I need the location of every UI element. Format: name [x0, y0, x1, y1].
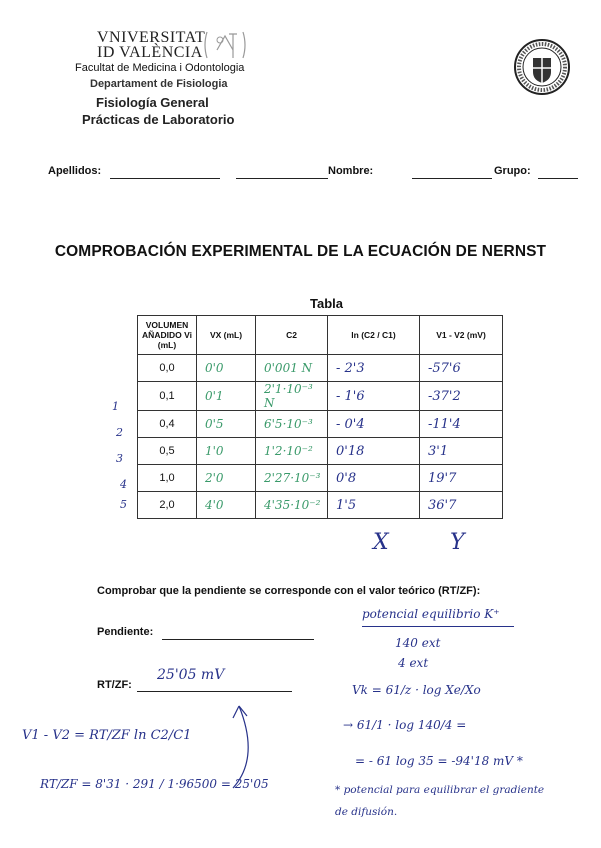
university-name-line1: VNIVERSITAT [97, 29, 206, 46]
university-logo-icon [203, 28, 247, 62]
ln-cell [328, 382, 420, 411]
surname-field-2[interactable] [236, 178, 328, 179]
rtzf-field[interactable] [137, 691, 292, 692]
voltage-cell [420, 438, 503, 465]
table-row [138, 355, 503, 382]
voltage-cell-text: 36'7 [428, 497, 457, 513]
volume-cell: 2,0 [138, 492, 197, 519]
footnote-line2: de difusión. [335, 806, 398, 818]
c2-cell [256, 382, 328, 411]
rtzf-calculation-note: RT/ZF = 8'31 · 291 / 1·96500 = 25'05 [40, 777, 269, 791]
c2-cell-text: 0'001 N [264, 361, 313, 375]
ln-cell [328, 411, 420, 438]
axis-x-annotation: X [373, 530, 389, 555]
volume-cell: 0,5 [138, 438, 197, 465]
table-row [138, 492, 503, 519]
c2-cell-text: 1'2·10⁻² [264, 444, 313, 458]
ln-cell [328, 438, 420, 465]
vx-cell [197, 355, 256, 382]
nernst-step2: → 61/1 · log 140/4 = [343, 718, 467, 732]
c2-cell-text: 2'27·10⁻³ [264, 471, 321, 485]
course-name: Fisiología General [96, 95, 209, 110]
group-label: Grupo: [494, 165, 531, 177]
row-number: 3 [116, 452, 123, 465]
slope-label: Pendiente: [97, 626, 154, 638]
vx-cell [197, 465, 256, 492]
ln-cell-text: - 0'4 [336, 416, 365, 432]
table-row [138, 411, 503, 438]
axis-y-annotation: Y [450, 530, 465, 555]
slope-field[interactable] [162, 639, 314, 640]
volume-cell: 0,0 [138, 355, 197, 382]
arrow-icon [225, 698, 265, 793]
note-underline [362, 626, 514, 627]
header-vx: VX (mL) [197, 316, 256, 355]
ln-cell [328, 492, 420, 519]
group-field[interactable] [538, 178, 578, 179]
table-row [138, 438, 503, 465]
nernst-step1: Vk = 61/z · log Xe/Xo [352, 683, 481, 697]
ln-cell-text: - 1'6 [336, 388, 365, 404]
c2-cell [256, 438, 328, 465]
ln-cell [328, 355, 420, 382]
document-title: COMPROBACIÓN EXPERIMENTAL DE LA ECUACIÓN DE NERNST [54, 243, 547, 260]
c2-cell-text: 2'1·10⁻³ N [264, 382, 313, 410]
vx-cell-text: 0'0 [205, 361, 224, 375]
surname-field[interactable] [110, 178, 220, 179]
university-seal-icon [513, 38, 571, 96]
voltage-cell-text: 19'7 [428, 470, 457, 486]
row-number: 4 [120, 478, 127, 491]
department-name: Departament de Fisiologia [90, 78, 228, 90]
surname-label: Apellidos: [48, 165, 102, 177]
ratio-bottom-note: 4 ext [398, 656, 429, 670]
vx-cell [197, 438, 256, 465]
ratio-top-note: 140 ext [395, 636, 441, 650]
vx-cell-text: 2'0 [205, 471, 224, 485]
name-label: Nombre: [328, 165, 374, 177]
ln-cell-text: 1'5 [336, 497, 357, 513]
nernst-step3: = - 61 log 35 = -94'18 mV * [355, 754, 523, 768]
rtzf-value: 25'05 mV [157, 667, 225, 683]
vx-cell [197, 411, 256, 438]
voltage-cell [420, 382, 503, 411]
c2-cell [256, 411, 328, 438]
voltage-cell-text: -11'4 [428, 416, 461, 432]
name-field[interactable] [412, 178, 492, 179]
nernst-equation-note: V1 - V2 = RT/ZF ln C2/C1 [22, 728, 192, 743]
volume-cell: 0,1 [138, 382, 197, 411]
volume-cell: 1,0 [138, 465, 197, 492]
table-row [138, 465, 503, 492]
header-c2: C2 [256, 316, 328, 355]
instruction-text: Comprobar que la pendiente se corresponde con el valor teórico (RT/ZF): [97, 585, 481, 597]
c2-cell-text: 6'5·10⁻³ [264, 417, 313, 431]
ln-cell-text: 0'8 [336, 470, 357, 486]
c2-cell [256, 355, 328, 382]
ln-cell [328, 465, 420, 492]
vx-cell-text: 0'1 [205, 389, 224, 403]
vx-cell [197, 382, 256, 411]
table-row [138, 382, 503, 411]
voltage-cell-text: 3'1 [428, 443, 449, 459]
c2-cell [256, 492, 328, 519]
row-number: 2 [116, 426, 123, 439]
vx-cell-text: 1'0 [205, 444, 224, 458]
voltage-cell [420, 411, 503, 438]
footnote-line1: * potencial para equilibrar el gradiente [335, 784, 545, 796]
table-caption: Tabla [310, 296, 343, 311]
voltage-cell-text: -37'2 [428, 388, 461, 404]
header-volume: VOLUMEN AÑADIDO Vi (mL) [138, 316, 197, 355]
voltage-cell-text: -57'6 [428, 360, 461, 376]
header-voltage: V1 - V2 (mV) [420, 316, 503, 355]
voltage-cell [420, 465, 503, 492]
c2-cell-text: 4'35·10⁻² [264, 498, 321, 512]
faculty-name: Facultat de Medicina i Odontologia [75, 62, 245, 74]
header-ln: ln (C2 / C1) [328, 316, 420, 355]
voltage-cell [420, 355, 503, 382]
volume-cell: 0,4 [138, 411, 197, 438]
university-name-line2: ID VALÈNCIA [97, 44, 203, 61]
ln-cell-text: 0'18 [336, 443, 365, 459]
vx-cell-text: 0'5 [205, 417, 224, 431]
vx-cell-text: 4'0 [205, 498, 224, 512]
practice-name: Prácticas de Laboratorio [82, 112, 235, 127]
voltage-cell [420, 492, 503, 519]
c2-cell [256, 465, 328, 492]
ln-cell-text: - 2'3 [336, 360, 365, 376]
potential-title-note: potencial equilibrio K⁺ [362, 607, 500, 621]
row-number: 5 [120, 498, 127, 511]
results-table [137, 315, 503, 519]
rtzf-label: RT/ZF: [97, 679, 132, 691]
vx-cell [197, 492, 256, 519]
row-number: 1 [112, 400, 119, 413]
